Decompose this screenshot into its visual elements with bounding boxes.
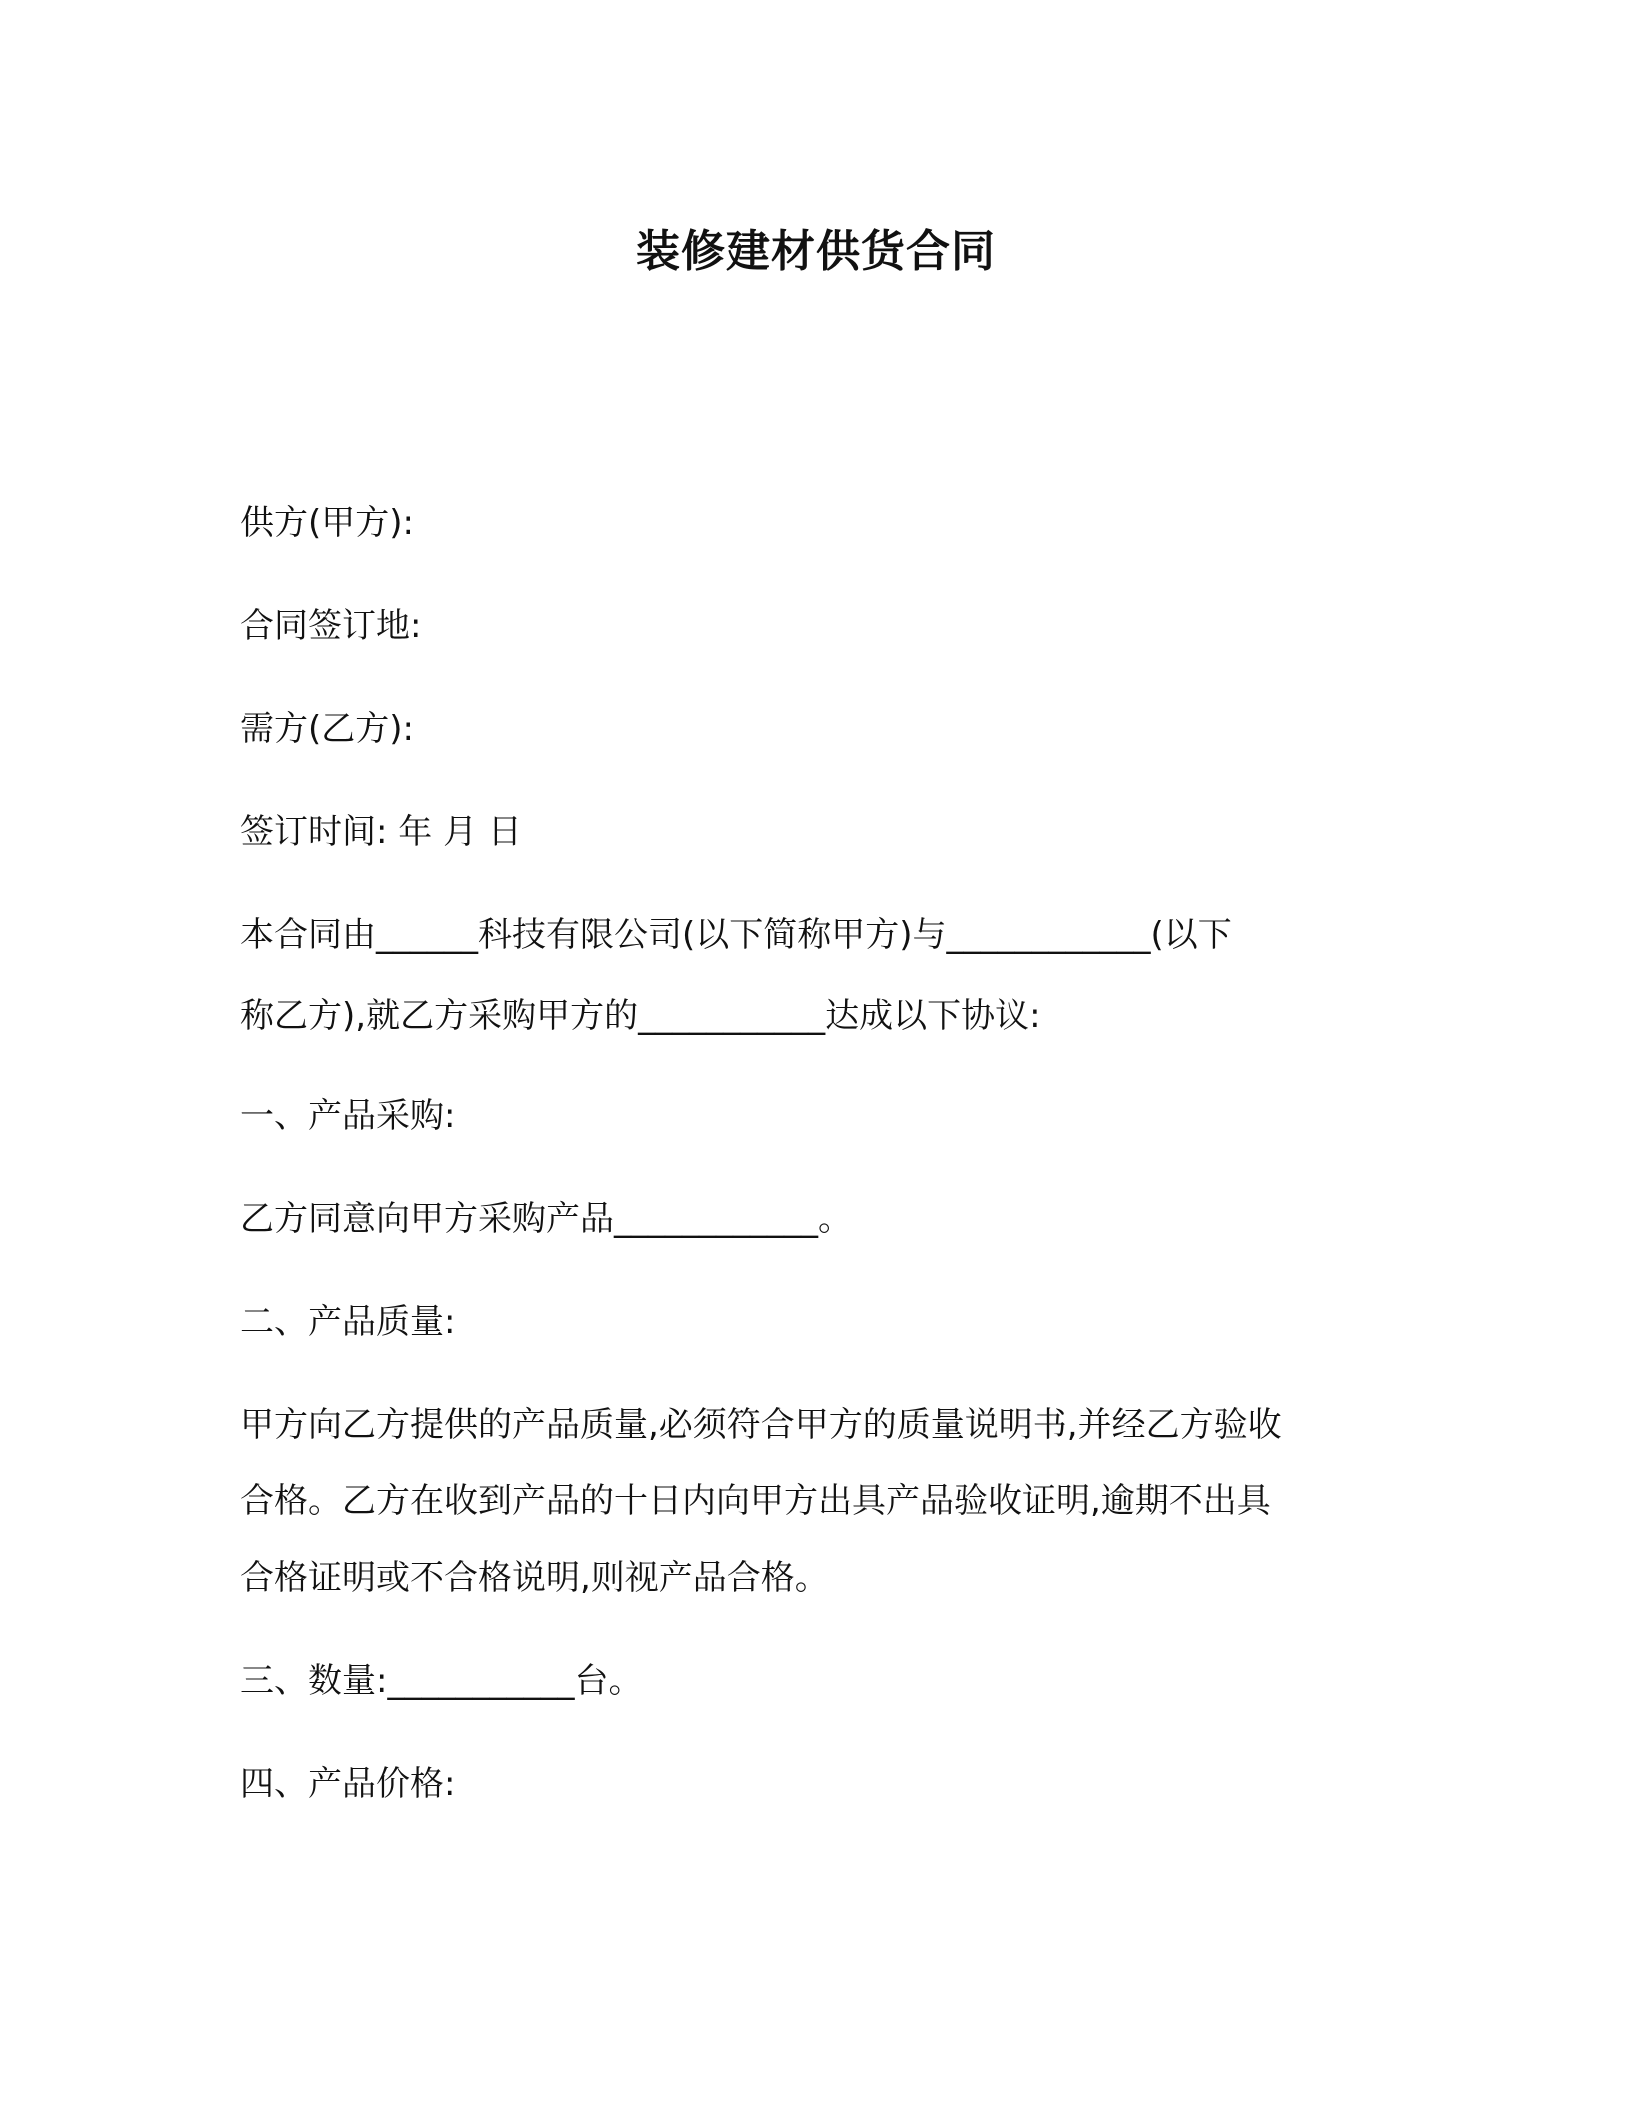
section-body-quality-line: 合格。乙方在收到产品的十日内向甲方出具产品验收证明,逾期不出具 <box>240 1481 1271 1521</box>
section-body-quality-line: 合格证明或不合格说明,则视产品合格。 <box>240 1558 829 1598</box>
intro-paragraph-line: 称乙方),就乙方采购甲方的___________达成以下协议: <box>240 996 1041 1036</box>
buyer-field-label: 需方(乙方): <box>240 709 414 749</box>
supplier-field-label: 供方(甲方): <box>240 503 414 543</box>
document-title: 装修建材供货合同 <box>636 226 996 277</box>
sign-place-field-label: 合同签订地: <box>240 606 422 646</box>
sign-date-field-label: 签订时间: 年 月 日 <box>240 812 522 852</box>
section-body-quality-line: 甲方向乙方提供的产品质量,必须符合甲方的质量说明书,并经乙方验收 <box>240 1405 1282 1445</box>
intro-paragraph-line: 本合同由______科技有限公司(以下简称甲方)与____________(以下 <box>240 915 1232 955</box>
section-heading-quality: 二、产品质量: <box>240 1302 456 1342</box>
section-quantity-line: 三、数量:___________台。 <box>240 1661 643 1701</box>
section-heading-procurement: 一、产品采购: <box>240 1096 456 1136</box>
section-body-procurement: 乙方同意向甲方采购产品____________。 <box>240 1199 852 1239</box>
section-heading-price: 四、产品价格: <box>240 1764 456 1804</box>
